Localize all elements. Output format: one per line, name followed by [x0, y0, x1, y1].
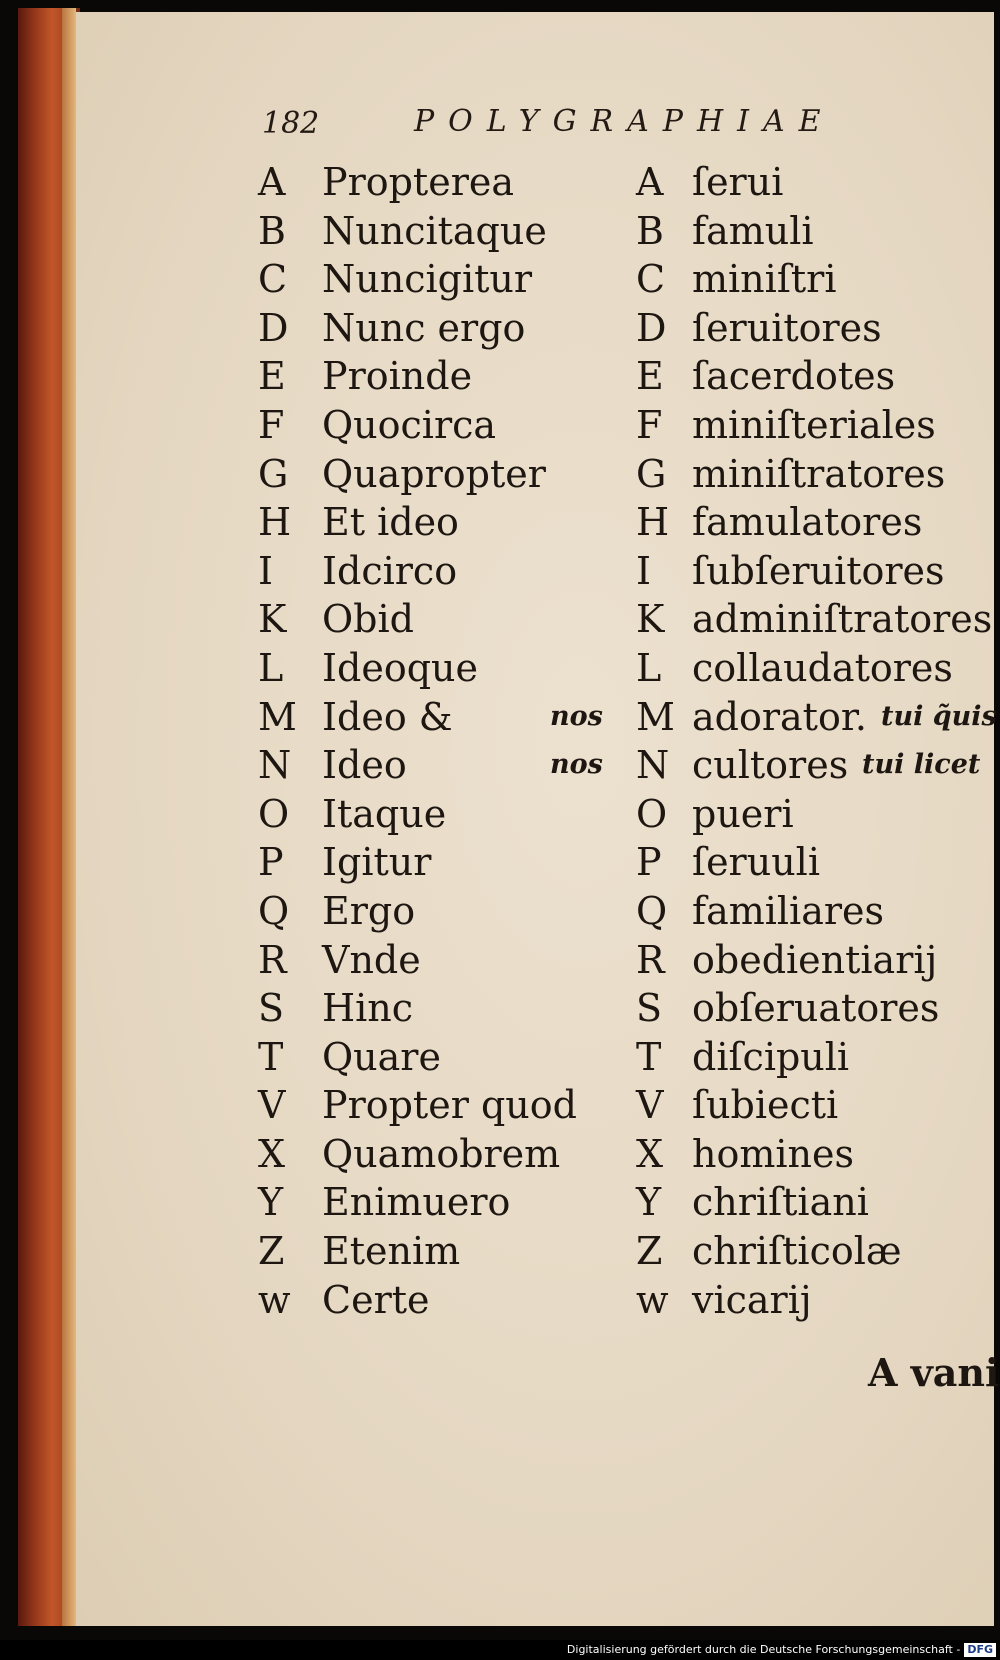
cipher-word: Nunc ergo — [322, 305, 526, 350]
cipher-word: vicarij — [692, 1277, 812, 1322]
left-cipher-row — [258, 790, 598, 839]
cipher-letter: E — [258, 354, 286, 399]
cipher-word: miniſtri — [692, 257, 837, 302]
left-cipher-row — [258, 984, 598, 1033]
cipher-word: Et ideo — [322, 500, 459, 545]
cipher-word: ſacerdotes — [692, 354, 896, 399]
footer-text: Digitalisierung gefördert durch die Deutsche Forschungsgemeinschaft - — [566, 1643, 961, 1656]
cipher-word: ſeruuli — [692, 840, 820, 885]
left-cipher-row — [258, 1227, 598, 1276]
cipher-letter: M — [636, 694, 675, 739]
cipher-word: Quamobrem — [322, 1131, 561, 1176]
cipher-letter: B — [636, 208, 664, 253]
cipher-word: chriſtiani — [692, 1180, 869, 1225]
right-cipher-row — [636, 644, 998, 693]
cipher-word: diſcipuli — [692, 1034, 850, 1079]
marginal-note: nos — [550, 700, 603, 732]
cipher-letter: K — [258, 597, 287, 642]
cipher-letter: O — [258, 791, 290, 836]
cipher-letter: X — [258, 1131, 286, 1176]
left-cipher-row — [258, 401, 598, 450]
cipher-word: Quare — [322, 1034, 441, 1079]
cipher-letter: Q — [258, 888, 290, 933]
cipher-letter: Y — [636, 1180, 662, 1225]
cipher-letter: O — [636, 791, 668, 836]
cipher-word: obſeruatores — [692, 986, 940, 1031]
cipher-word: famulatores — [692, 500, 923, 545]
left-cipher-row — [258, 693, 603, 742]
cipher-letter: Y — [258, 1180, 284, 1225]
marginal-note: nos — [550, 749, 603, 781]
marginal-note: tui licet — [862, 749, 981, 781]
cipher-letter: w — [258, 1277, 291, 1322]
right-cipher-row — [636, 936, 998, 985]
cipher-letter: B — [258, 208, 286, 253]
right-cipher-row — [636, 1081, 998, 1130]
cipher-word: Propterea — [322, 160, 515, 204]
cipher-word: Nuncitaque — [322, 208, 547, 253]
cipher-letter: w — [636, 1277, 669, 1322]
left-cipher-row — [258, 936, 598, 985]
cipher-letter: T — [636, 1034, 662, 1079]
cipher-word: Ideo — [322, 743, 407, 788]
left-cipher-row — [258, 207, 598, 256]
cipher-letter: H — [258, 500, 292, 545]
right-cipher-row — [636, 790, 998, 839]
cipher-word: chriſticolæ — [692, 1229, 902, 1274]
cipher-letter: K — [636, 597, 665, 642]
left-cipher-row — [258, 1178, 598, 1227]
left-cipher-row — [258, 352, 598, 401]
cipher-word: Nuncigitur — [322, 257, 533, 302]
cipher-word: cultores — [692, 743, 849, 788]
cipher-word: adorator. — [692, 694, 867, 739]
cipher-letter: D — [636, 305, 667, 350]
right-cipher-row — [636, 595, 998, 644]
cipher-word: ſubſeruitores — [692, 548, 945, 593]
right-cipher-row — [636, 450, 998, 499]
right-cipher-row — [636, 1130, 998, 1179]
cipher-word: pueri — [692, 791, 794, 836]
cipher-letter: P — [636, 840, 662, 885]
cipher-letter: M — [258, 694, 297, 739]
left-column — [258, 158, 603, 1324]
cipher-letter: P — [258, 840, 284, 885]
cipher-letter: L — [636, 645, 662, 690]
cipher-letter: S — [636, 986, 663, 1031]
cipher-letter: L — [258, 645, 284, 690]
cipher-letter: R — [258, 937, 287, 982]
cipher-letter: V — [636, 1083, 664, 1128]
right-cipher-row — [636, 984, 998, 1033]
right-cipher-row — [636, 1276, 998, 1325]
cipher-word: adminiſtratores — [692, 597, 993, 642]
cipher-letter: G — [258, 451, 289, 496]
left-cipher-row — [258, 644, 598, 693]
cipher-word: ſeruitores — [692, 305, 882, 350]
cipher-word: Quocirca — [322, 402, 497, 447]
left-cipher-row — [258, 838, 598, 887]
cipher-letter: H — [636, 500, 670, 545]
right-cipher-row — [636, 1227, 998, 1276]
cipher-letter: Q — [636, 888, 668, 933]
left-cipher-row — [258, 1130, 598, 1179]
left-cipher-row — [258, 450, 598, 499]
cipher-letter: R — [636, 937, 665, 982]
cipher-word: Proinde — [322, 354, 473, 399]
left-cipher-row — [258, 1081, 598, 1130]
cipher-word: familiares — [692, 888, 885, 933]
cipher-word: Ideoque — [322, 645, 478, 690]
cipher-letter: E — [636, 354, 664, 399]
cipher-word: Propter quod — [322, 1083, 577, 1128]
cipher-word: collaudatores — [692, 645, 953, 690]
right-cipher-row — [636, 304, 998, 353]
page-number: 182 — [262, 106, 320, 141]
cipher-letter: G — [636, 451, 667, 496]
right-cipher-row — [636, 741, 998, 790]
cipher-letter: N — [258, 743, 292, 788]
cipher-word: Itaque — [322, 791, 447, 836]
left-cipher-row — [258, 255, 598, 304]
running-head: POLYGRAPHIAE — [414, 104, 835, 139]
cipher-letter: V — [258, 1083, 286, 1128]
dfg-logo: DFG — [964, 1643, 996, 1657]
cipher-letter: T — [258, 1034, 284, 1079]
left-cipher-row — [258, 547, 598, 596]
cipher-word: Vnde — [322, 937, 421, 982]
left-cipher-row — [258, 741, 603, 790]
right-cipher-row — [636, 693, 998, 742]
cipher-letter: S — [258, 986, 285, 1031]
cipher-word: Idcirco — [322, 548, 458, 593]
right-cipher-row — [636, 1033, 998, 1082]
digitization-footer — [0, 1640, 1000, 1660]
cipher-word: Etenim — [322, 1229, 461, 1274]
cipher-word: Hinc — [322, 986, 414, 1031]
right-cipher-row — [636, 352, 998, 401]
cipher-word: Certe — [322, 1277, 430, 1322]
right-cipher-row — [636, 498, 998, 547]
cipher-letter: Z — [258, 1229, 285, 1274]
left-cipher-row — [258, 158, 598, 207]
right-cipher-row — [636, 255, 998, 304]
right-cipher-row — [636, 887, 998, 936]
cipher-word: famuli — [692, 208, 814, 253]
cipher-word: Enimuero — [322, 1180, 511, 1225]
cipher-word: Ergo — [322, 888, 416, 933]
cipher-letter: A — [636, 160, 664, 204]
left-cipher-row — [258, 887, 598, 936]
cipher-letter: C — [636, 257, 666, 302]
cipher-word: homines — [692, 1131, 855, 1176]
cipher-letter: A — [258, 160, 286, 204]
right-cipher-row — [636, 1178, 998, 1227]
right-cipher-row — [636, 158, 998, 207]
cipher-letter: I — [258, 548, 274, 593]
catchword: A vani — [868, 1350, 1000, 1395]
cipher-letter: F — [636, 402, 663, 447]
cipher-letter: I — [636, 548, 652, 593]
cipher-word: miniſteriales — [692, 402, 936, 447]
cipher-word: miniſtratores — [692, 451, 946, 496]
cipher-letter: X — [636, 1131, 664, 1176]
right-cipher-row — [636, 838, 998, 887]
cipher-word: obedientiarij — [692, 937, 938, 982]
right-column — [636, 158, 998, 1324]
page-edge — [62, 8, 76, 1626]
cipher-word: Ideo & — [322, 694, 453, 739]
right-cipher-row — [636, 547, 998, 596]
marginal-note: tui q̃uis — [881, 700, 997, 732]
cipher-word: Igitur — [322, 840, 432, 885]
left-cipher-row — [258, 498, 598, 547]
left-cipher-row — [258, 1033, 598, 1082]
cipher-letter: Z — [636, 1229, 663, 1274]
cipher-letter: F — [258, 402, 285, 447]
cipher-word: ſerui — [692, 160, 784, 204]
cipher-word: ſubiecti — [692, 1083, 839, 1128]
cipher-letter: N — [636, 743, 670, 788]
left-cipher-row — [258, 304, 598, 353]
cipher-letter: D — [258, 305, 289, 350]
left-cipher-row — [258, 595, 598, 644]
right-cipher-row — [636, 401, 998, 450]
cipher-letter: C — [258, 257, 288, 302]
cipher-word: Obid — [322, 597, 414, 642]
cipher-word: Quapropter — [322, 451, 546, 496]
right-cipher-row — [636, 207, 998, 256]
left-cipher-row — [258, 1276, 598, 1325]
